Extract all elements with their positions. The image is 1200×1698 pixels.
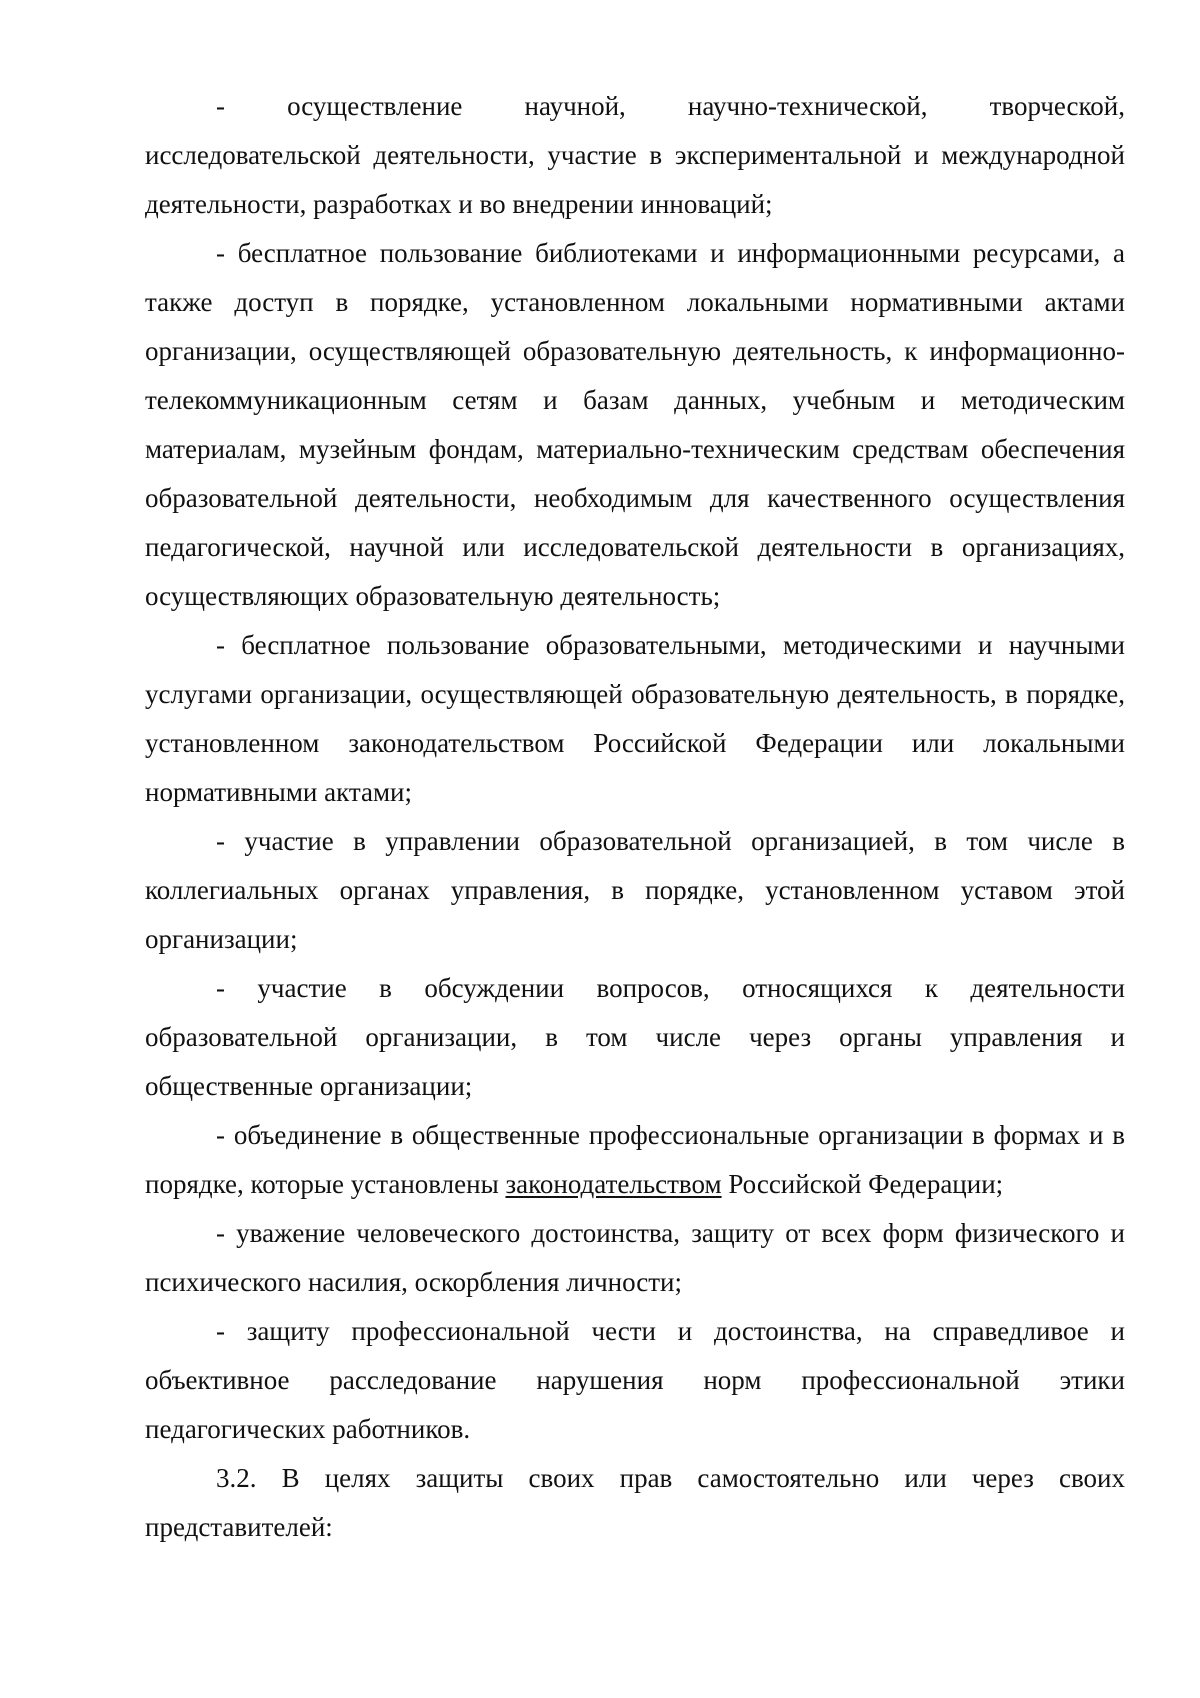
document-page xyxy=(145,82,1125,1552)
paragraph-honor-protection: - защиту профессиональной чести и достоинства, на справедливое и объективное расследование нарушения норм профессиональной этики педагогических работников. xyxy=(145,1316,1125,1444)
paragraph-association-text-before: - объединение в общественные профессиональные организации в формах и в порядке, которые установлены xyxy=(145,1120,1125,1199)
paragraph-library-access: - бесплатное пользование библиотеками и информационными ресурсами, а также доступ в порядке, установленном локальными нормативными актами организации, осуществляющей образовательную деятельность, к информационно-телекоммуникационным сетям и базам данных, учебным и методическим материалам, музейным фондам, материально-техническим средствам обеспечения образовательной деятельности, необходимым для качественного осуществления педагогической, научной или исследовательской деятельности в организациях, осуществляющих образовательную деятельность; xyxy=(145,238,1125,611)
paragraph-association xyxy=(145,1111,1125,1209)
paragraph-management-participation: - участие в управлении образовательной организацией, в том числе в коллегиальных органах управления, в порядке, установленном уставом этой организации; xyxy=(145,826,1125,954)
legislation-link[interactable]: законодательством xyxy=(505,1169,722,1199)
paragraph-research-activity: - осуществление научной, научно-технической, творческой, исследовательской деятельности, участие в экспериментальной и международной деятельности, разработках и во внедрении инноваций; xyxy=(145,91,1125,219)
paragraph-discussion-participation: - участие в обсуждении вопросов, относящихся к деятельности образовательной организации, в том числе через органы управления и общественные организации; xyxy=(145,973,1125,1101)
paragraph-association-text-after: Российской Федерации; xyxy=(721,1169,1004,1199)
paragraph-dignity-respect: - уважение человеческого достоинства, защиту от всех форм физического и психического насилия, оскорбления личности; xyxy=(145,1218,1125,1297)
paragraph-educational-services: - бесплатное пользование образовательными, методическими и научными услугами организации, осуществляющей образовательную деятельность, в порядке, установленном законодательством Российской Федерации или локальными нормативными актами; xyxy=(145,630,1125,807)
paragraph-section-3-2: 3.2. В целях защиты своих прав самостоятельно или через своих представителей: xyxy=(145,1463,1125,1542)
